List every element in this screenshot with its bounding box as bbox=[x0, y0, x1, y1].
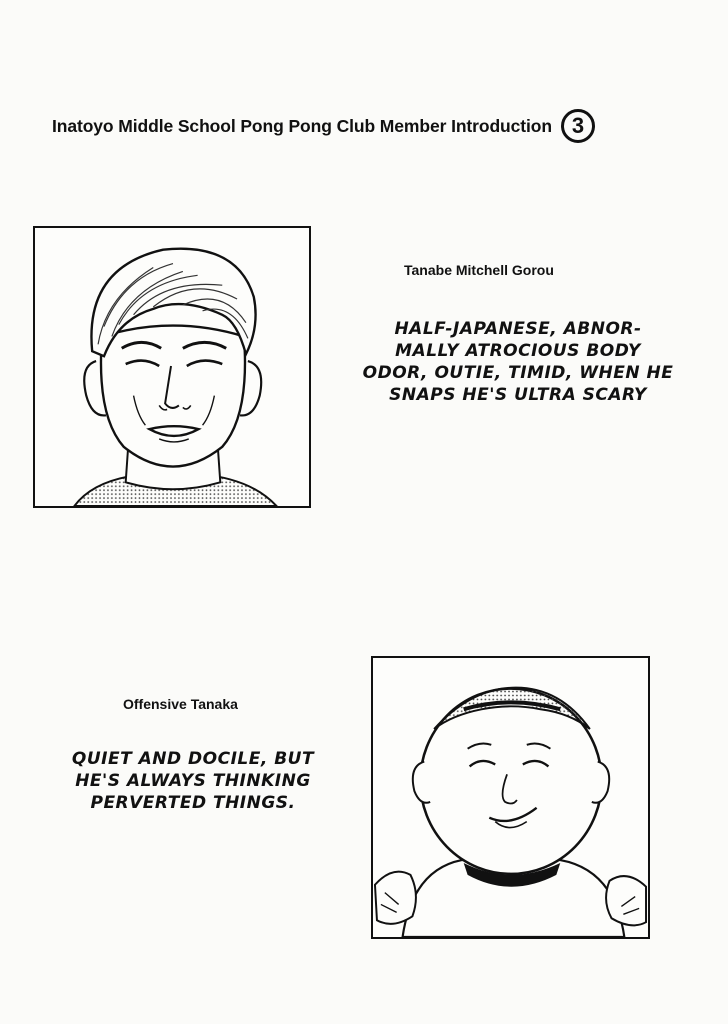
portrait-panel-tanaka bbox=[371, 656, 650, 939]
member-name-tanaka: Offensive Tanaka bbox=[123, 696, 238, 712]
tanabe-portrait-illustration bbox=[35, 228, 309, 506]
page-header bbox=[52, 108, 692, 144]
description-line: HALF-JAPANESE, ABNOR- bbox=[394, 319, 642, 339]
member-description-tanabe bbox=[318, 318, 718, 406]
page-title: Inatoyo Middle School Pong Pong Club Member Introduction bbox=[52, 115, 552, 136]
description-line: MALLY ATROCIOUS BODY bbox=[395, 341, 641, 361]
portrait-panel-tanabe bbox=[33, 226, 311, 508]
description-line: QUIET AND DOCILE, BUT bbox=[71, 749, 315, 769]
description-line: PERVERTED THINGS. bbox=[90, 793, 296, 813]
member-name-tanabe: Tanabe Mitchell Gorou bbox=[404, 262, 554, 278]
member-description-tanaka bbox=[28, 748, 358, 814]
description-line: SNAPS HE'S ULTRA SCARY bbox=[389, 385, 647, 405]
tanaka-portrait-illustration bbox=[373, 658, 648, 937]
number-badge: 3 bbox=[561, 109, 595, 143]
description-line: HE'S ALWAYS THINKING bbox=[75, 771, 311, 791]
description-line: ODOR, OUTIE, TIMID, WHEN HE bbox=[362, 363, 674, 383]
